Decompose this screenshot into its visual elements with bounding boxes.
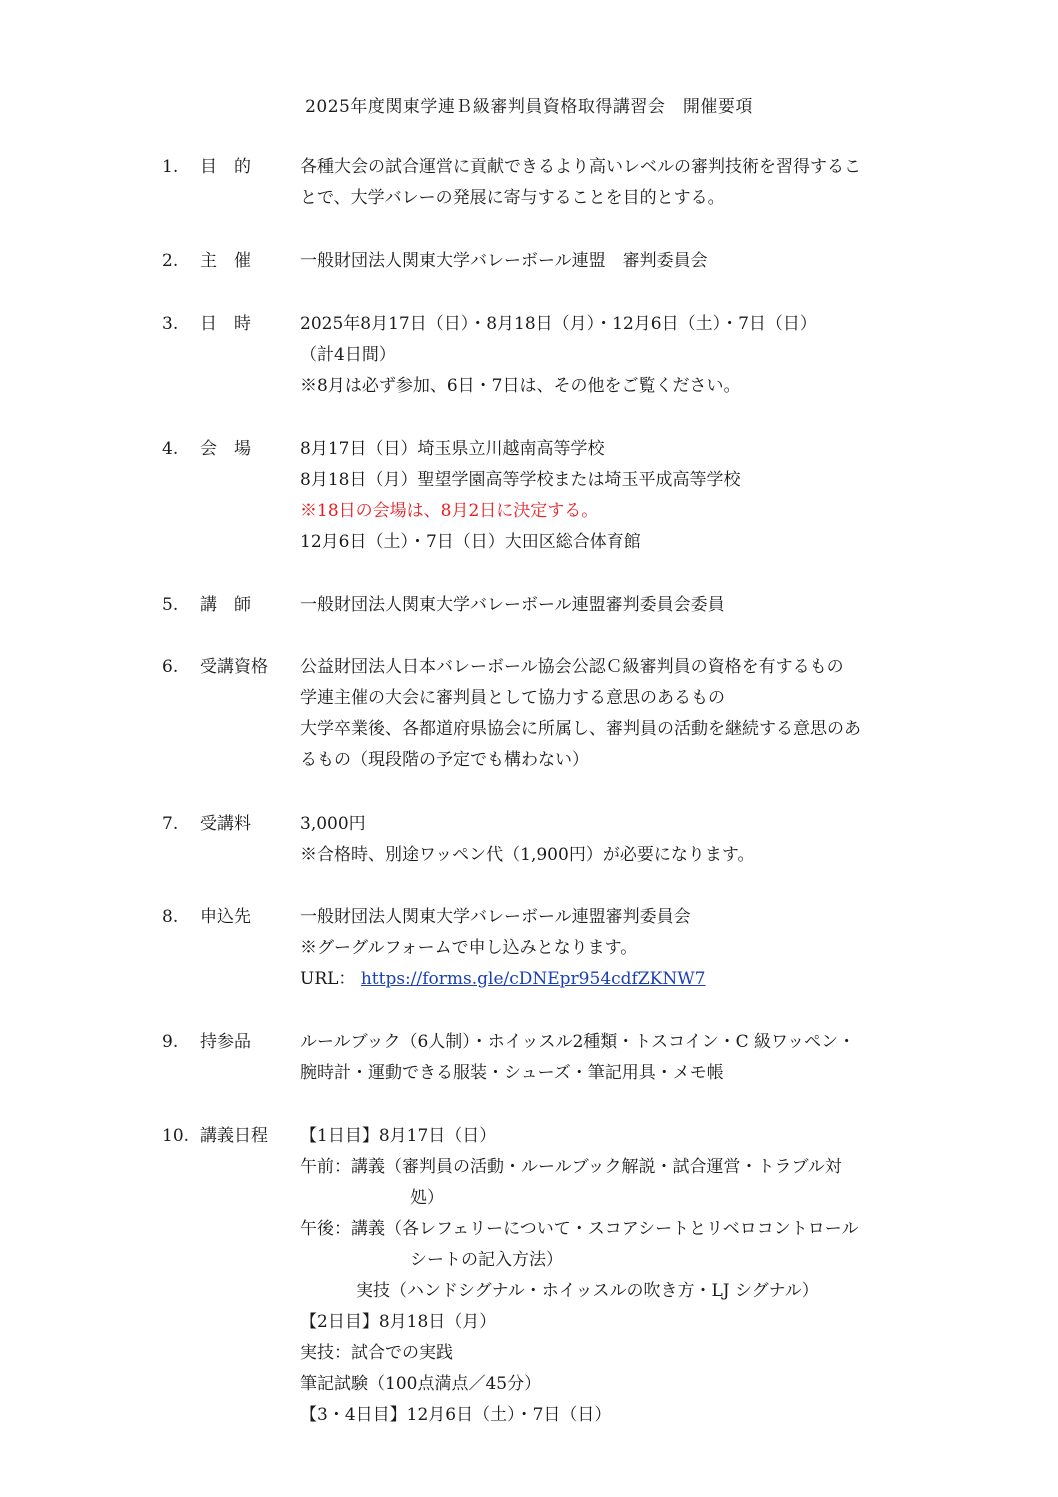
section-number: 3. [162,314,179,334]
section-label: 持参品 [200,1032,251,1052]
content-line: 一般財団法人関東大学バレーボール連盟 審判委員会 [300,251,708,271]
section-label: 受講資格 [200,657,268,677]
content-line: 8月18日（月）聖望学園高等学校または埼玉平成高等学校 [300,470,741,490]
section-content [300,309,925,402]
schedule-day-heading: 【2日目】8月18日（月） [300,1312,497,1332]
content-line: 一般財団法人関東大学バレーボール連盟審判委員会 [300,907,691,927]
section-label: 日 時 [200,314,251,334]
section-label: 会 場 [200,439,251,459]
section-content [300,902,925,995]
content-line: 3,000円 [300,814,366,834]
content-line: 腕時計・運動できる服装・シューズ・筆記用具・メモ帳 [300,1063,724,1083]
section-number: 2. [162,251,179,271]
content-line: 実技（ハンドシグナル・ホイッスルの吹き方・LJ シグナル） [356,1281,819,1301]
content-line: 2025年8月17日（日）・8月18日（月）・12月6日（土）・7日（日） [300,314,817,334]
section-label: 申込先 [200,907,251,927]
section-content [300,246,925,277]
content-line: 一般財団法人関東大学バレーボール連盟審判委員会委員 [300,595,725,615]
section-content [300,1027,925,1089]
content-line: とで、大学バレーの発展に寄与することを目的とする。 [300,188,725,208]
section-number: 9. [162,1032,179,1052]
section-number: 1. [162,157,179,177]
content-line: 午後：講義（各レフェリーについて・スコアシートとリベロコントロール [300,1219,859,1239]
section-label: 受講料 [200,814,251,834]
content-line: るもの（現段階の予定でも構わない） [300,750,589,770]
section-label: 講 師 [200,595,251,615]
content-line: ※グーグルフォームで申し込みとなります。 [300,938,638,958]
section-number: 5. [162,595,179,615]
section-number: 8. [162,907,179,927]
section-label: 目 的 [200,157,251,177]
content-line: ※8月は必ず参加、6日・7日は、その他をご覧ください。 [300,376,741,396]
content-line: 大学卒業後、各都道府県協会に所属し、審判員の活動を継続する意思のあ [300,719,861,739]
content-line: 各種大会の試合運営に貢献できるより高いレベルの審判技術を習得するこ [300,157,861,177]
content-line: 8月17日（日）埼玉県立川越南高等学校 [300,439,605,459]
schedule-day-heading: 【3・4日目】12月6日（土）・7日（日） [300,1405,612,1425]
content-line: 公益財団法人日本バレーボール協会公認Ｃ級審判員の資格を有するもの [300,657,844,677]
content-line: シートの記入方法） [410,1250,563,1270]
section-number: 4. [162,439,179,459]
url-line [300,964,925,995]
content-line: ※合格時、別途ワッペン代（1,900円）が必要になります。 [300,845,755,865]
section-content [300,590,925,621]
section-label: 講義日程 [200,1126,268,1146]
section-number: 6. [162,657,179,677]
content-line: 処） [410,1188,444,1208]
section-content [300,434,925,558]
content-line: 実技：試合での実践 [300,1343,453,1363]
content-line: 学連主催の大会に審判員として協力する意思のあるもの [300,688,725,708]
content-line: ルールブック（6人制）・ホイッスル2種類・トスコイン・C 級ワッペン・ [300,1032,856,1052]
content-line: 午前：講義（審判員の活動・ルールブック解説・試合運営・トラブル対 [300,1157,842,1177]
section-content [300,809,925,871]
section-number: 7. [162,814,179,834]
content-line: （計4日間） [300,345,396,365]
content-line: 筆記試験（100点満点／45分） [300,1374,542,1394]
venue-notice: ※18日の会場は、8月2日に決定する。 [300,501,599,521]
section-number: 10. [162,1126,190,1146]
document-title: 2025年度関東学連Ｂ級審判員資格取得講習会 開催要項 [305,97,753,117]
section-content [300,152,925,214]
application-form-link[interactable]: https://forms.gle/cDNEpr954cdfZKNW7 [360,969,706,989]
section-content [300,1121,925,1431]
schedule-day-heading: 【1日目】8月17日（日） [300,1126,497,1146]
url-label: URL： [300,969,356,989]
section-label: 主 催 [200,251,251,271]
section-content [300,652,925,776]
content-line: 12月6日（土）・7日（日）大田区総合体育館 [300,532,641,552]
